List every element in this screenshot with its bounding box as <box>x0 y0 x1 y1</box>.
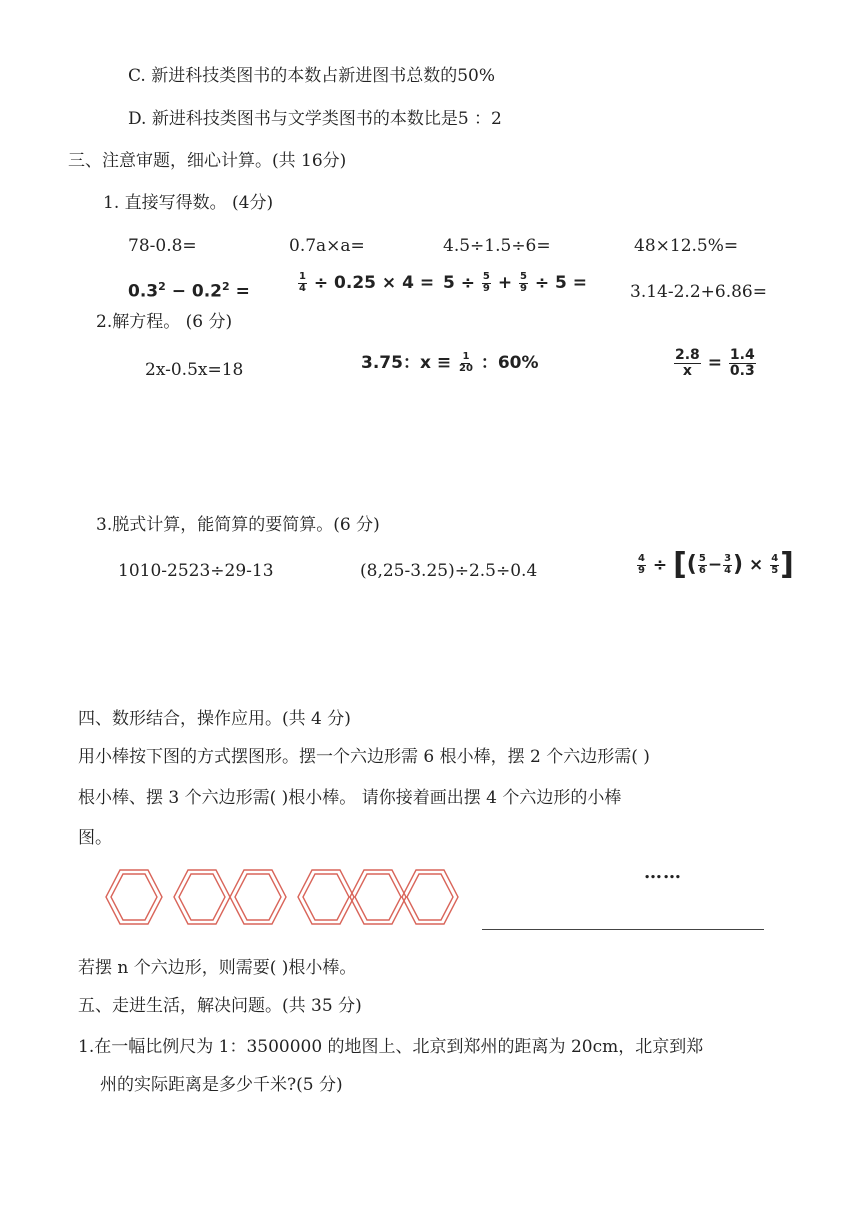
calc-6: $\frac{1}{4}$ ÷ 0.25 × 4 = <box>299 271 435 294</box>
hexagon-group-1 <box>106 870 162 924</box>
expression-1: 1010-2523÷29-13 <box>118 561 274 581</box>
option-d: D. 新进科技类图书与文学类图书的本数比是5 ：2 <box>128 109 502 129</box>
q1-title: 1. 直接写得数。 (4分) <box>103 193 274 213</box>
equation-1: 2x-0.5x=18 <box>145 360 244 380</box>
expression-3: $\frac{4}{9}$ ÷ [( $\frac{5}{6}$ − $\frac{3}{4}$ ) × $\frac{4}{5}$ ] <box>638 547 794 582</box>
calc-1: 78-0.8= <box>128 236 197 256</box>
section5-q1-line2: 州的实际距离是多少千米?(5 分) <box>100 1075 343 1095</box>
ellipsis: …… <box>644 862 682 883</box>
section3-title: 三、注意审题，细心计算。(共 16分) <box>68 151 347 171</box>
hexagon-group-2 <box>174 870 286 924</box>
q3-title: 3.脱式计算，能简算的要简算。(6 分) <box>96 515 380 535</box>
calc-8: 3.14-2.2+6.86= <box>630 282 767 302</box>
section4-line3: 图。 <box>78 828 112 848</box>
drawing-answer-line <box>482 929 764 930</box>
q2-title: 2.解方程。 (6 分) <box>96 312 233 332</box>
hexagon-group-3 <box>298 870 458 924</box>
calc-7: 5 ÷ $\frac{5}{9}$ + $\frac{5}{9}$ ÷ 5 = <box>443 271 588 294</box>
option-c: C. 新进科技类图书的本数占新进图书总数的50% <box>128 66 495 86</box>
expression-2: (8,25-3.25)÷2.5÷0.4 <box>360 561 538 581</box>
section4-line4: 若摆 n 个六边形，则需要( )根小棒。 <box>78 958 357 978</box>
fraction: $\frac{1}{4}$ <box>299 271 306 294</box>
calc-2: 0.7a×a= <box>289 236 365 256</box>
equation-2: 3.75：x ≡ $\frac{1}{20}$ ：60% <box>361 351 539 374</box>
calc-3: 4.5÷1.5÷6= <box>443 236 551 256</box>
hexagon-stick-figures <box>100 862 465 932</box>
section5-title: 五、走进生活，解决问题。(共 35 分) <box>78 996 362 1016</box>
section4-line1: 用小棒按下图的方式摆图形。摆一个六边形需 6 根小棒，摆 2 个六边形需( ) <box>78 747 650 767</box>
calc-5: $0.3^2 - 0.2^2$ = <box>128 280 250 302</box>
section4-line2: 根小棒、摆 3 个六边形需( )根小棒。 请你接着画出摆 4 个六边形的小棒 <box>78 788 622 808</box>
equation-3: $\frac{2.8}{x}$ = $\frac{1.4}{0.3}$ <box>675 347 755 379</box>
calc-4: 48×12.5%= <box>634 236 739 256</box>
section4-title: 四、数形结合，操作应用。(共 4 分) <box>78 709 351 729</box>
section5-q1-line1: 1.在一幅比例尺为 1：3500000 的地图上、北京到郑州的距离为 20cm，北京到郑 <box>78 1037 704 1057</box>
